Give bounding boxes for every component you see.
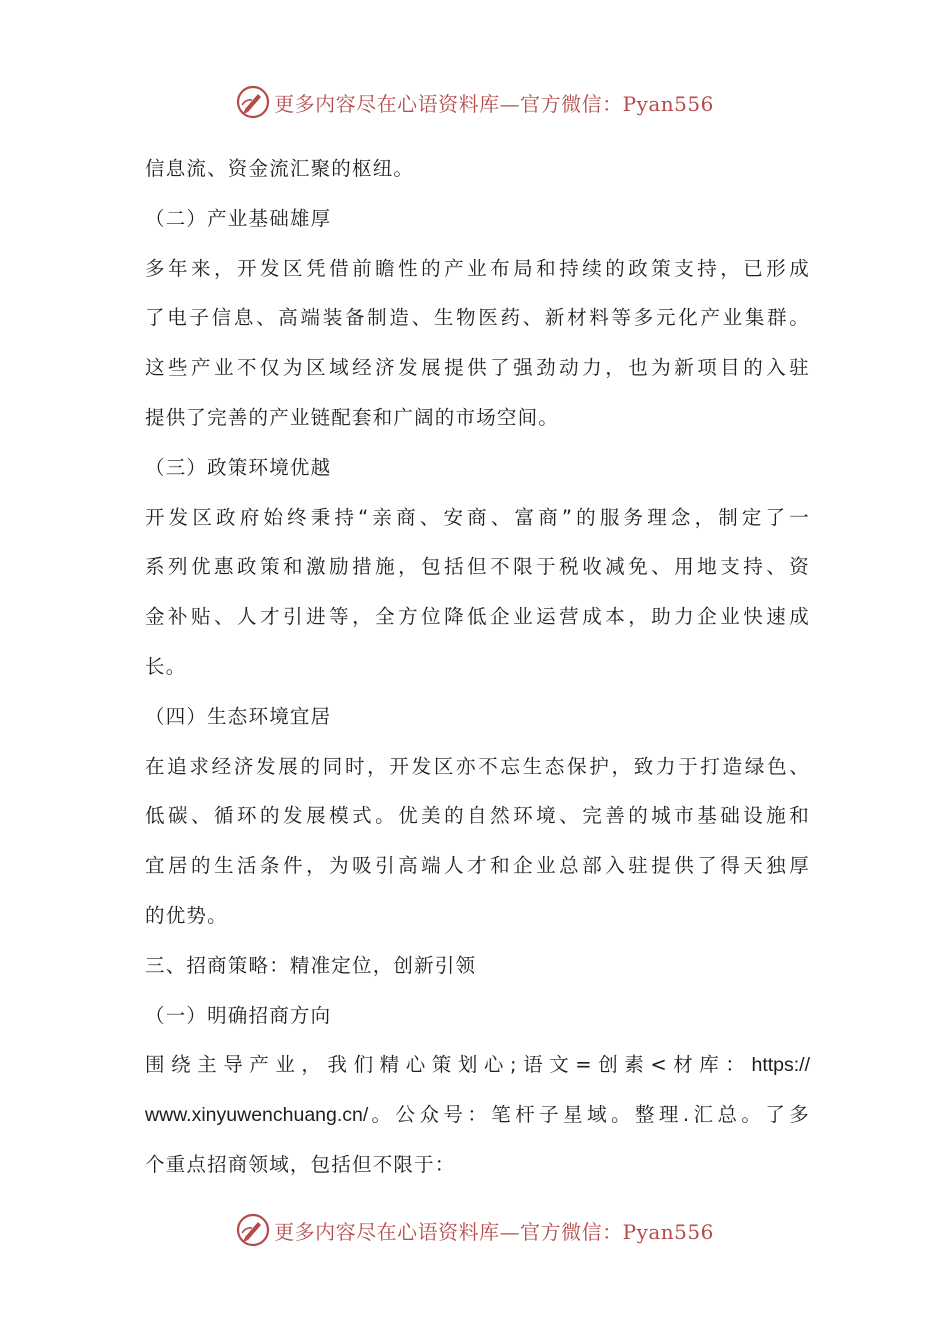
- text-line: 在追求经济发展的同时，开发区亦不忘生态保护，致力于打造绿色、: [145, 754, 810, 778]
- url-link-part[interactable]: https://: [751, 1054, 810, 1077]
- text-line: [145, 1040, 810, 1090]
- text-line: 多年来，开发区凭借前瞻性的产业布局和持续的政策支持，已形成: [145, 256, 810, 280]
- text-span: 围绕主导产业，我们精心策划心;语文=创素<材库：: [145, 1053, 752, 1077]
- text-line: 低碳、循环的发展模式。优美的自然环境、完善的城市基础设施和: [145, 804, 810, 828]
- url-link[interactable]: www.xinyuwenchuang.cn/: [145, 1104, 369, 1127]
- text-span: 。公众号：笔杆子星域。整理.汇总。了多: [368, 1103, 810, 1127]
- watermark-banner-top: [0, 80, 950, 124]
- chapter-heading: 三、招商策略：精准定位，创新引领: [145, 953, 477, 977]
- text-line: 个重点招商领域，包括但不限于：: [145, 1152, 456, 1176]
- text-line: 提供了完善的产业链配套和广阔的市场空间。: [145, 405, 560, 429]
- text-line: 长。: [145, 654, 187, 678]
- text-line: 了电子信息、高端装备制造、生物医药、新材料等多元化产业集群。: [145, 306, 810, 330]
- watermark-text-top: 更多内容尽在心语资料库—官方微信：Pyan556: [274, 91, 714, 116]
- pen-logo-icon: [236, 85, 270, 119]
- watermark-banner-bottom: [0, 1208, 950, 1252]
- text-line: 系列优惠政策和激励措施，包括但不限于税收减免、用地支持、资: [145, 555, 810, 579]
- text-line: 开发区政府始终秉持“亲商、安商、富商”的服务理念，制定了一: [145, 505, 810, 529]
- text-line: 金补贴、人才引进等，全方位降低企业运营成本，助力企业快速成: [145, 605, 810, 629]
- watermark-text-bottom: 更多内容尽在心语资料库—官方微信：Pyan556: [274, 1219, 714, 1244]
- pen-logo-icon: [236, 1213, 270, 1247]
- section-heading: （二）产业基础雄厚: [145, 206, 332, 230]
- text-line: 这些产业不仅为区域经济发展提供了强劲动力，也为新项目的入驻: [145, 356, 810, 380]
- text-line: 信息流、资金流汇聚的枢纽。: [145, 157, 415, 180]
- text-line: 的优势。: [145, 903, 228, 927]
- section-heading: （一）明确招商方向: [145, 1003, 332, 1027]
- text-line: [145, 1090, 810, 1140]
- section-heading: （三）政策环境优越: [145, 455, 332, 479]
- text-line: 宜居的生活条件，为吸引高端人才和企业总部入驻提供了得天独厚: [145, 854, 810, 878]
- section-heading: （四）生态环境宜居: [145, 704, 332, 728]
- document-body: [145, 144, 810, 1190]
